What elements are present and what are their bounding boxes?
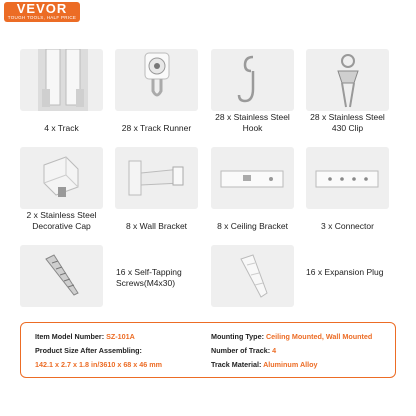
decorative-cap-label: 2 x Stainless Steel Decorative Cap xyxy=(26,210,97,231)
screw-label: 16 x Self-Tapping Screws(M4x30) xyxy=(116,267,182,288)
model-number-value: SZ-101A xyxy=(106,332,135,341)
brand-logo xyxy=(4,2,80,22)
brand-tagline: TOUGH TOOLS, HALF PRICE xyxy=(7,15,77,20)
clip-label: 28 x Stainless Steel 430 Clip xyxy=(310,112,385,133)
track-label: 4 x Track xyxy=(44,123,79,133)
ceiling-bracket-label: 8 x Ceiling Bracket xyxy=(217,221,288,231)
connector-label: 3 x Connector xyxy=(321,221,374,231)
track-material-key: Track Material: xyxy=(211,360,262,369)
clip-image xyxy=(306,49,389,111)
decorative-cap-image xyxy=(20,147,103,209)
track-material xyxy=(211,360,318,369)
ceiling-bracket-image xyxy=(211,147,294,209)
track-material-value: Aluminum Alloy xyxy=(263,360,318,369)
number-of-track-value: 4 xyxy=(272,346,277,355)
model-number xyxy=(35,332,135,341)
mounting-type-value: Ceiling Mounted, Wall Mounted xyxy=(265,332,373,341)
wall-bracket-label: 8 x Wall Bracket xyxy=(125,221,188,231)
number-of-track-key: Number of Track: xyxy=(211,346,271,355)
product-size-key-text: Product Size After Assembling: xyxy=(35,346,142,355)
specs-panel xyxy=(20,322,396,378)
hook-label: 28 x Stainless Steel Hook xyxy=(215,112,290,133)
track-runner-label: 28 x Track Runner xyxy=(121,123,192,133)
brand-name: VEVOR xyxy=(16,1,68,16)
product-size-key xyxy=(35,346,142,355)
screw-image xyxy=(20,245,103,307)
expansion-plug-image xyxy=(211,245,294,307)
number-of-track xyxy=(211,346,276,355)
model-number-key: Item Model Number: xyxy=(35,332,105,341)
track-runner-image xyxy=(115,49,198,111)
wall-bracket-image xyxy=(115,147,198,209)
connector-image xyxy=(306,147,389,209)
mounting-type xyxy=(211,332,372,341)
product-size-value xyxy=(35,360,162,369)
product-size-value-text: 142.1 x 2.7 x 1.8 in/3610 x 68 x 46 mm xyxy=(35,360,163,369)
track-image xyxy=(20,49,103,111)
hook-image xyxy=(211,49,294,111)
expansion-plug-label: 16 x Expansion Plug xyxy=(306,267,384,277)
mounting-type-key: Mounting Type: xyxy=(211,332,264,341)
